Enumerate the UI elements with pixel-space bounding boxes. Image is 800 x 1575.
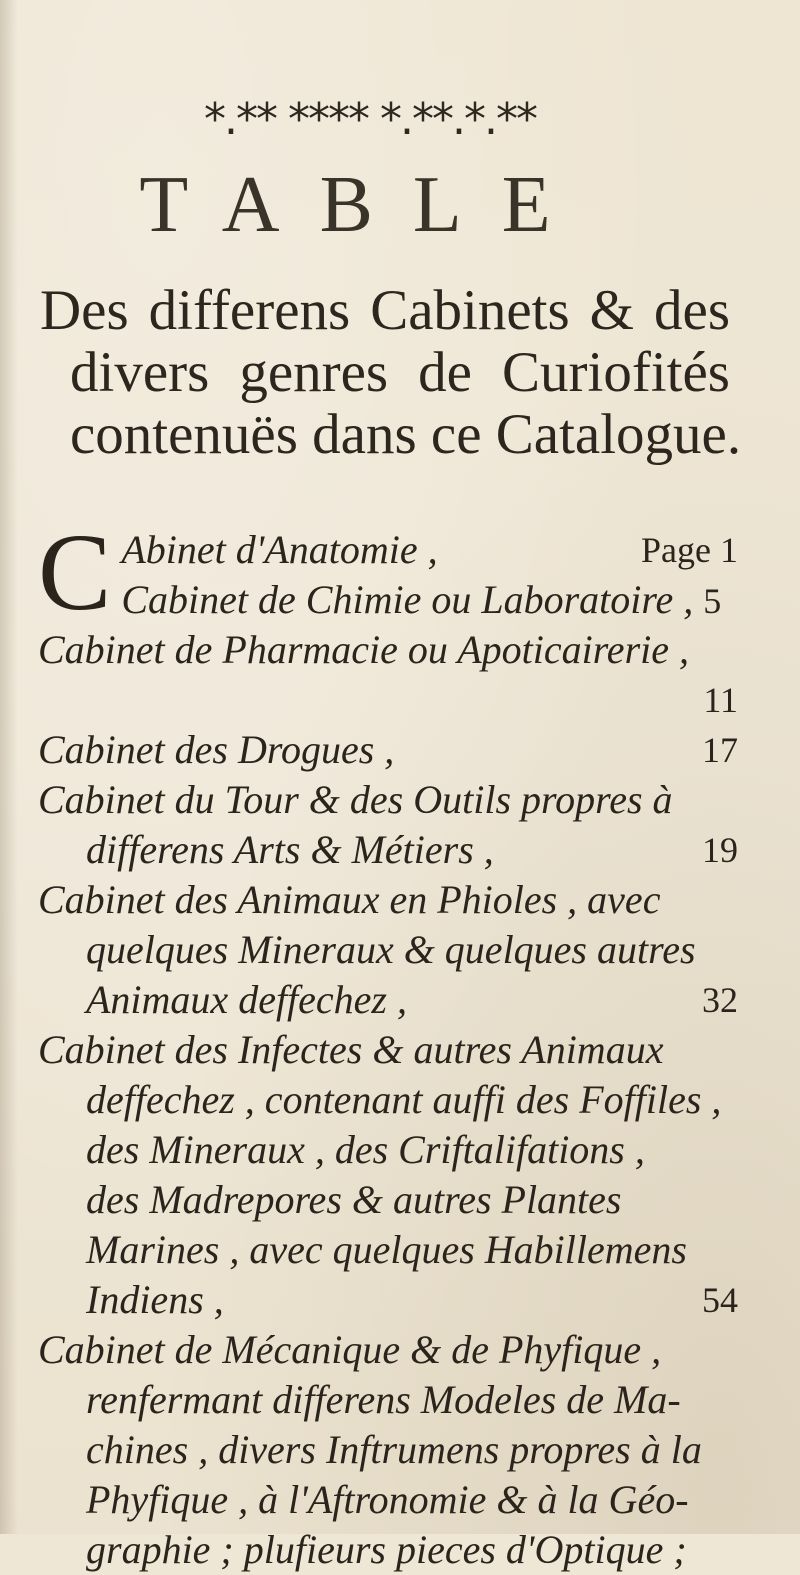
- toc-entry-text: chines , divers Inftrumens propres à la: [86, 1427, 702, 1472]
- toc-entry-line: [38, 1175, 738, 1225]
- toc-entry-line: [38, 925, 738, 975]
- header-ornament: *.** **** *.**.*.**: [204, 93, 536, 145]
- toc-entry-text: Marines , avec quelques Habillemens: [86, 1227, 687, 1272]
- toc-page-number: 5: [703, 581, 722, 621]
- page-subtitle: [40, 279, 742, 466]
- subtitle-line-2: divers genres de Curiofités: [70, 341, 730, 404]
- toc-entry-text: Phyfique , à l'Aftronomie & à la Géo-: [86, 1477, 689, 1522]
- toc-entry-line: [38, 825, 738, 875]
- toc-entry-line: [38, 575, 738, 626]
- toc-page-number: Page 1: [641, 530, 738, 570]
- toc-entry-text: Animaux deffechez ,: [86, 977, 407, 1022]
- toc-entry-text: Cabinet des Animaux en Phioles , avec: [38, 877, 661, 922]
- toc-entry-text: Cabinet de Chimie ou Laboratoire ,: [121, 577, 694, 622]
- toc-entry-line: [38, 875, 738, 925]
- toc-page-number: 32: [702, 980, 738, 1020]
- toc-entry-text: graphie ; plufieurs pieces d'Optique ;: [86, 1527, 687, 1572]
- toc-entry-text: Cabinet du Tour & des Outils propres à: [38, 777, 673, 822]
- toc-page-number: 54: [702, 1280, 738, 1320]
- toc-entry-text: Cabinet de Mécanique & de Phyfique ,: [38, 1327, 662, 1372]
- subtitle-line-3: contenuës dans ce Catalogue.: [70, 403, 742, 466]
- page-title: TABLE: [139, 161, 591, 249]
- toc-entry-text: Cabinet des Infectes & autres Animaux: [38, 1027, 664, 1072]
- toc-entry-text: renfermant differens Modeles de Ma-: [86, 1377, 681, 1422]
- drop-cap: C: [38, 511, 112, 633]
- toc-entry-text: Abinet d'Anatomie ,: [121, 527, 438, 572]
- toc-entry-line: [38, 625, 738, 675]
- toc-entry-line: [38, 1025, 738, 1075]
- toc-entry-text: des Mineraux , des Criftalifations ,: [86, 1127, 645, 1172]
- toc-entry-line: [38, 1525, 738, 1575]
- toc-entry-line: [38, 1375, 738, 1425]
- toc-entry-text: Indiens ,: [86, 1277, 224, 1322]
- toc-page-number: 11: [703, 680, 738, 720]
- toc-entry-tour: [38, 775, 738, 875]
- table-of-contents: [38, 511, 738, 1575]
- toc-entry-line: [38, 1325, 738, 1375]
- toc-entry-text: quelques Mineraux & quelques autres: [86, 927, 696, 972]
- toc-entry-line: [38, 975, 738, 1025]
- toc-page-number: 19: [702, 830, 738, 870]
- toc-entry-text: deffechez , contenant auffi des Foffiles ,: [86, 1077, 722, 1122]
- toc-entry-drogues: [38, 725, 738, 775]
- toc-entry-line: [38, 725, 738, 775]
- toc-entry-text: differens Arts & Métiers ,: [86, 827, 494, 872]
- toc-entry-text: Cabinet des Drogues ,: [38, 727, 395, 772]
- toc-entry-line: [38, 1275, 738, 1325]
- toc-entry-text: Cabinet de Pharmacie ou Apoticairerie ,: [38, 627, 689, 672]
- toc-entry-line: [38, 1225, 738, 1275]
- toc-entry-line: [38, 1125, 738, 1175]
- toc-entry-anatomie: [38, 511, 738, 633]
- toc-entry-line: [38, 1425, 738, 1475]
- toc-entry-text: des Madrepores & autres Plantes: [86, 1177, 622, 1222]
- toc-page-number: 17: [702, 730, 738, 770]
- toc-entry-line: [38, 775, 738, 825]
- toc-entry-mecanique: [38, 1325, 738, 1575]
- toc-entry-line: [38, 675, 738, 725]
- toc-entry-line: [38, 1075, 738, 1125]
- toc-entry-animaux-phioles: [38, 875, 738, 1025]
- toc-entry-line: [38, 1475, 738, 1525]
- subtitle-line-1: Des differens Cabinets & des: [40, 279, 730, 342]
- toc-entry-infectes: [38, 1025, 738, 1325]
- toc-entry-pharmacie: [38, 625, 738, 725]
- toc-entry-line: [38, 525, 738, 575]
